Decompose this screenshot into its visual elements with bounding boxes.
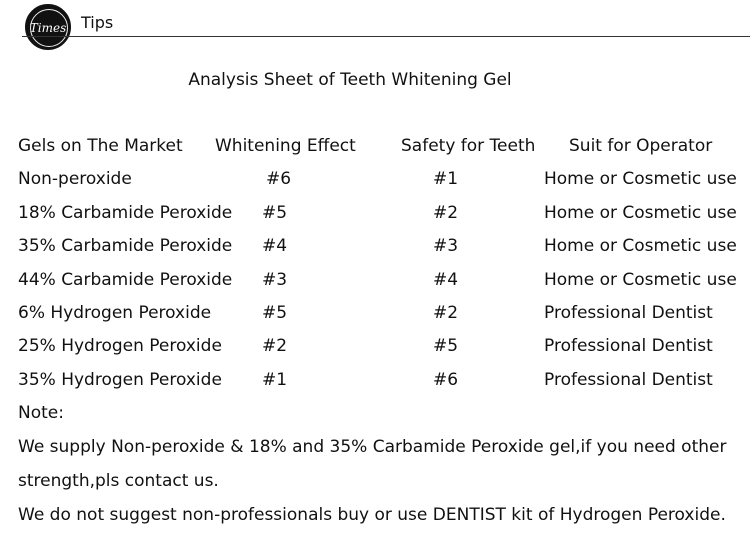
note-line: We do not suggest non-professionals buy or use DENTIST kit of Hydrogen Peroxide. <box>18 505 726 525</box>
table-cell: #5 <box>262 302 288 323</box>
table-cell: Professional Dentist <box>544 336 713 357</box>
column-header: Suit for Operator <box>569 136 713 156</box>
table-row <box>0 268 750 301</box>
table-row <box>0 167 750 200</box>
tips-label: Tips <box>81 13 114 32</box>
table-cell: 18% Carbamide Peroxide <box>18 202 233 223</box>
table-cell: #3 <box>262 269 288 290</box>
brand-logo <box>25 4 71 50</box>
table-cell: 6% Hydrogen Peroxide <box>18 302 212 323</box>
table-cell: Home or Cosmetic use <box>544 169 737 190</box>
analysis-table <box>0 134 750 401</box>
table-cell: #1 <box>433 169 459 190</box>
notes-heading: Note: <box>18 403 64 423</box>
table-row <box>0 334 750 367</box>
table-row <box>0 234 750 267</box>
notes-section <box>18 400 738 536</box>
table-cell: #5 <box>433 336 459 357</box>
table-row <box>0 301 750 334</box>
table-cell: Professional Dentist <box>544 369 713 390</box>
table-cell: #1 <box>262 369 288 390</box>
table-header-row <box>0 134 750 167</box>
table-cell: #2 <box>433 202 459 223</box>
note-line: strength,pls contact us. <box>18 471 219 491</box>
table-cell: 25% Hydrogen Peroxide <box>18 336 222 357</box>
column-header: Gels on The Market <box>18 136 183 156</box>
page-title: Analysis Sheet of Teeth Whitening Gel <box>188 70 512 90</box>
table-cell: 35% Carbamide Peroxide <box>18 236 233 257</box>
table-cell: Home or Cosmetic use <box>544 202 737 223</box>
table-cell: #4 <box>433 269 459 290</box>
table-cell: #3 <box>433 236 459 257</box>
note-line: We supply Non-peroxide & 18% and 35% Carbamide Peroxide gel,if you need other <box>18 437 727 457</box>
header-divider <box>22 36 750 37</box>
table-cell: #2 <box>262 336 288 357</box>
table-cell: 44% Carbamide Peroxide <box>18 269 233 290</box>
table-cell: #4 <box>262 236 288 257</box>
table-cell: #2 <box>433 302 459 323</box>
table-cell: Home or Cosmetic use <box>544 269 737 290</box>
table-cell: #6 <box>433 369 459 390</box>
table-cell: #5 <box>262 202 288 223</box>
table-row <box>0 201 750 234</box>
table-cell: 35% Hydrogen Peroxide <box>18 369 222 390</box>
table-cell: #6 <box>266 169 292 190</box>
table-cell: Non-peroxide <box>18 169 132 190</box>
column-header: Safety for Teeth <box>401 136 536 156</box>
table-row <box>0 368 750 401</box>
table-cell: Home or Cosmetic use <box>544 236 737 257</box>
header <box>0 0 750 48</box>
table-cell: Professional Dentist <box>544 302 713 323</box>
column-header: Whitening Effect <box>215 136 356 156</box>
logo-text: Times <box>29 21 67 35</box>
